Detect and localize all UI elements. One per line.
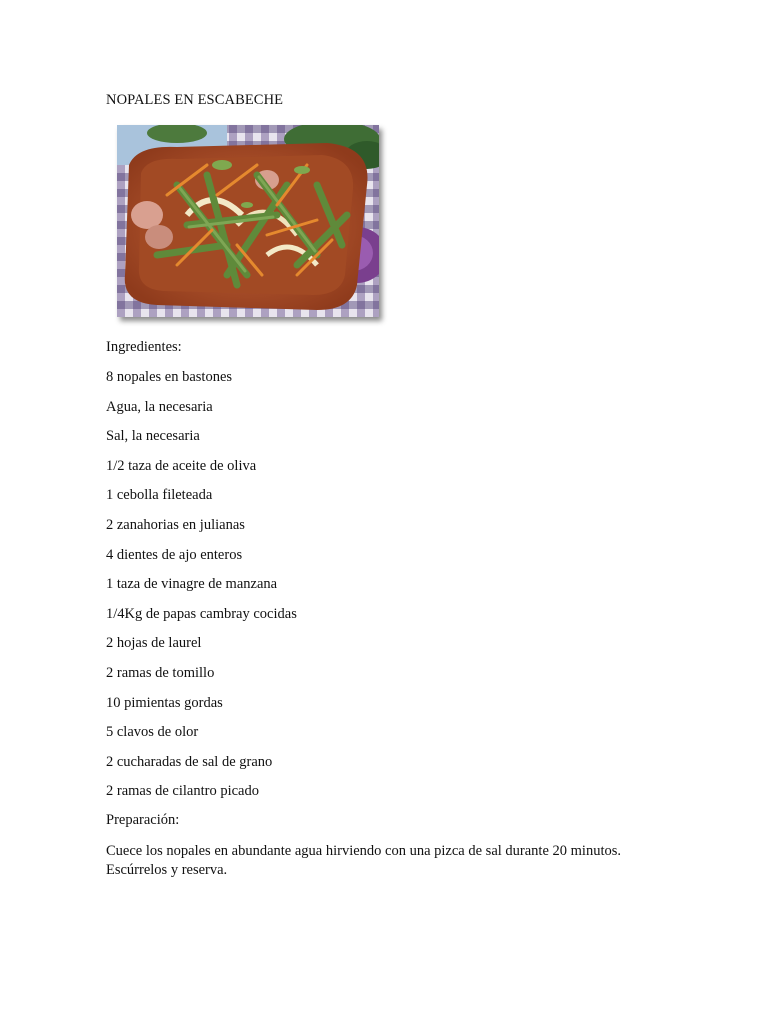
ingredient-item: 8 nopales en bastones bbox=[106, 369, 233, 385]
ingredient-item: 2 cucharadas de sal de grano bbox=[106, 753, 273, 770]
ingredient-item: 5 clavos de olor bbox=[106, 724, 199, 741]
ingredient-item: 1 cebolla fileteada bbox=[106, 487, 213, 504]
ingredient-item: Agua, la necesaria bbox=[106, 398, 213, 415]
nopales-dish-image bbox=[117, 125, 379, 317]
recipe-title: NOPALES EN ESCABECHE bbox=[106, 92, 284, 108]
preparation-heading: Preparación: bbox=[106, 812, 180, 828]
ingredient-item: 1/4Kg de papas cambray cocidas bbox=[106, 605, 297, 622]
ingredient-item: 1 taza de vinagre de manzana bbox=[106, 576, 278, 593]
ingredient-item: Sal, la necesaria bbox=[106, 428, 200, 445]
preparation-text: Cuece los nopales en abundante agua hirviendo con una pizca de sal durante 20 minutos. Escúrrelos y reserva. bbox=[106, 843, 621, 878]
ingredients-list bbox=[106, 368, 297, 812]
ingredients-heading: Ingredientes: bbox=[106, 339, 182, 355]
ingredient-item: 2 ramas de cilantro picado bbox=[106, 783, 259, 800]
ingredient-item: 10 pimientas gordas bbox=[106, 694, 223, 711]
ingredient-item: 2 ramas de tomillo bbox=[106, 664, 215, 681]
ingredient-item: 1/2 taza de aceite de oliva bbox=[106, 457, 257, 474]
ingredient-item: 2 zanahorias en julianas bbox=[106, 516, 245, 533]
recipe-photo bbox=[117, 125, 379, 317]
ingredient-item: 4 dientes de ajo enteros bbox=[106, 546, 243, 563]
ingredient-item: 2 hojas de laurel bbox=[106, 635, 202, 652]
